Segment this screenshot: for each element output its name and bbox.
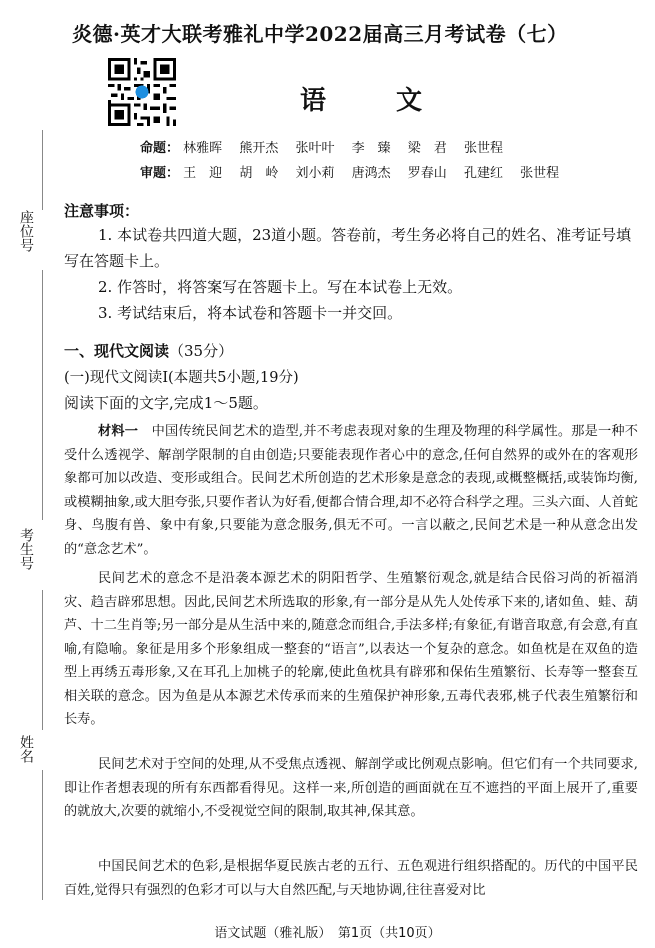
qr-code-icon [108, 58, 176, 126]
reviewer-name: 唐鸿杰 [351, 166, 391, 181]
subsection-title: (一)现代文阅读Ⅰ(本题共5小题,19分) [64, 370, 299, 386]
reviewer-name: 孔建红 [463, 166, 503, 181]
setter-name: 梁 君 [407, 141, 447, 156]
exam-number-label: 考生号 [18, 528, 34, 570]
passage-paragraph: 民间艺术的意念不是沿袭本源艺术的阴阳哲学、生殖繁衍观念,就是结合民俗习尚的祈福消灾、趋吉辟邪思想。因此,民间艺术所选取的形象,有一部分是从先人处传承下来的,诸如鱼、蛙、葫芦、十二生肖等;另一部分是从生活中来的,随意念而组合,手法多样;有象征,有谐音取意,有会意,有直喻,有隐喻。象征是用多个形象组成一整套的“语言”,以表达一个复杂的意念。如鱼枕是在双鱼的造型上再绣五毒形象,又在耳孔上加桃子的轮廓,使此鱼枕具有辟邪和保佑生殖繁衍、长寿等一整套互相关联的意念。因为鱼是从本源艺术传承而来的生殖保护神形象,五毒代表邪,桃子代表生殖繁衍和长寿。 [64, 571, 638, 727]
passage-paragraph: 民间艺术对于空间的处理,从不受焦点透视、解剖学或比例观点影响。但它们有一个共同要求,即让作者想表现的所有东西都看得见。这样一来,所创造的画面就在互不遮挡的平面上展开了,重要的就放大,次要的就缩小,不受视觉空间的限制,取其神,保其意。 [64, 757, 638, 819]
binding-line [42, 270, 43, 520]
notice-item: 3. 考试结束后，将本试卷和答题卡一并交回。 [98, 304, 403, 322]
reviewer-name: 罗春山 [407, 166, 447, 181]
reviewer-name: 胡 岭 [239, 166, 279, 181]
binding-line [42, 590, 43, 730]
name-label: 姓名 [18, 735, 34, 763]
passage-paragraph [64, 420, 638, 561]
reviewer-name: 刘小莉 [295, 166, 335, 181]
notice-item: 1. 本试卷共四道大题，23道小题。答卷前，考生务必将自己的姓名、准考证号填写在答题卡上。 [64, 226, 632, 270]
material-label: 材料一 [98, 424, 139, 439]
reviewers-row [140, 162, 572, 181]
reading-instruction: 阅读下面的文字,完成1～5题。 [64, 394, 268, 412]
page-footer: 语文试题（雅礼版） 第1页（共10页） [214, 926, 441, 941]
setter-name: 张叶叶 [295, 141, 335, 156]
reviewer-name: 张世程 [520, 166, 560, 181]
reviewer-name: 王 迎 [183, 166, 223, 181]
section-score: （35分） [169, 342, 234, 360]
binding-line [42, 770, 43, 900]
setter-name: 熊开杰 [239, 141, 279, 156]
section-title [64, 340, 233, 361]
setters-label: 命题： [140, 141, 180, 156]
setters-row [140, 137, 516, 156]
notice-item: 2. 作答时，将答案写在答题卡上。写在本试卷上无效。 [98, 278, 463, 296]
subject-title: 语 文 [300, 86, 445, 116]
setter-name: 李 臻 [351, 141, 391, 156]
exam-header-title: 炎德·英才大联考雅礼中学2022届高三月考试卷（七） [72, 22, 568, 46]
binding-line [42, 130, 43, 210]
setter-name: 张世程 [463, 141, 503, 156]
passage-paragraph: 中国民间艺术的色彩,是根据华夏民族古老的五行、五色观进行组织搭配的。历代的中国平民百姓,觉得只有强烈的色彩才可以与大自然匹配,与天地协调,往往喜爱对比 [64, 859, 638, 898]
section-title-text: 一、现代文阅读 [64, 342, 170, 360]
seat-number-label: 座位号 [18, 210, 34, 252]
notice-title: 注意事项： [64, 202, 140, 220]
reviewers-label: 审题： [140, 166, 180, 181]
setter-name: 林雅晖 [183, 141, 223, 156]
passage-text: 中国传统民间艺术的造型,并不考虑表现对象的生理及物理的科学属性。那是一种不受什么透视学、解剖学限制的自由创造;只要能表现作者心中的意念,任何自然界的或外在的客观形象都可加以改造、变形或组合。民间艺术所创造的艺术形象是意念的表现,或概整概括,或装饰均衡,或模糊抽象,或大胆夸张,只要作者认为好看,便都合情合理,却不必符合科学之理。三头六面、人首蛇身、鸟腹有兽、象中有象,只要能为意念服务,俱无不可。一言以蔽之,民间艺术是一种从意念出发的“意念艺术”。 [64, 424, 638, 557]
